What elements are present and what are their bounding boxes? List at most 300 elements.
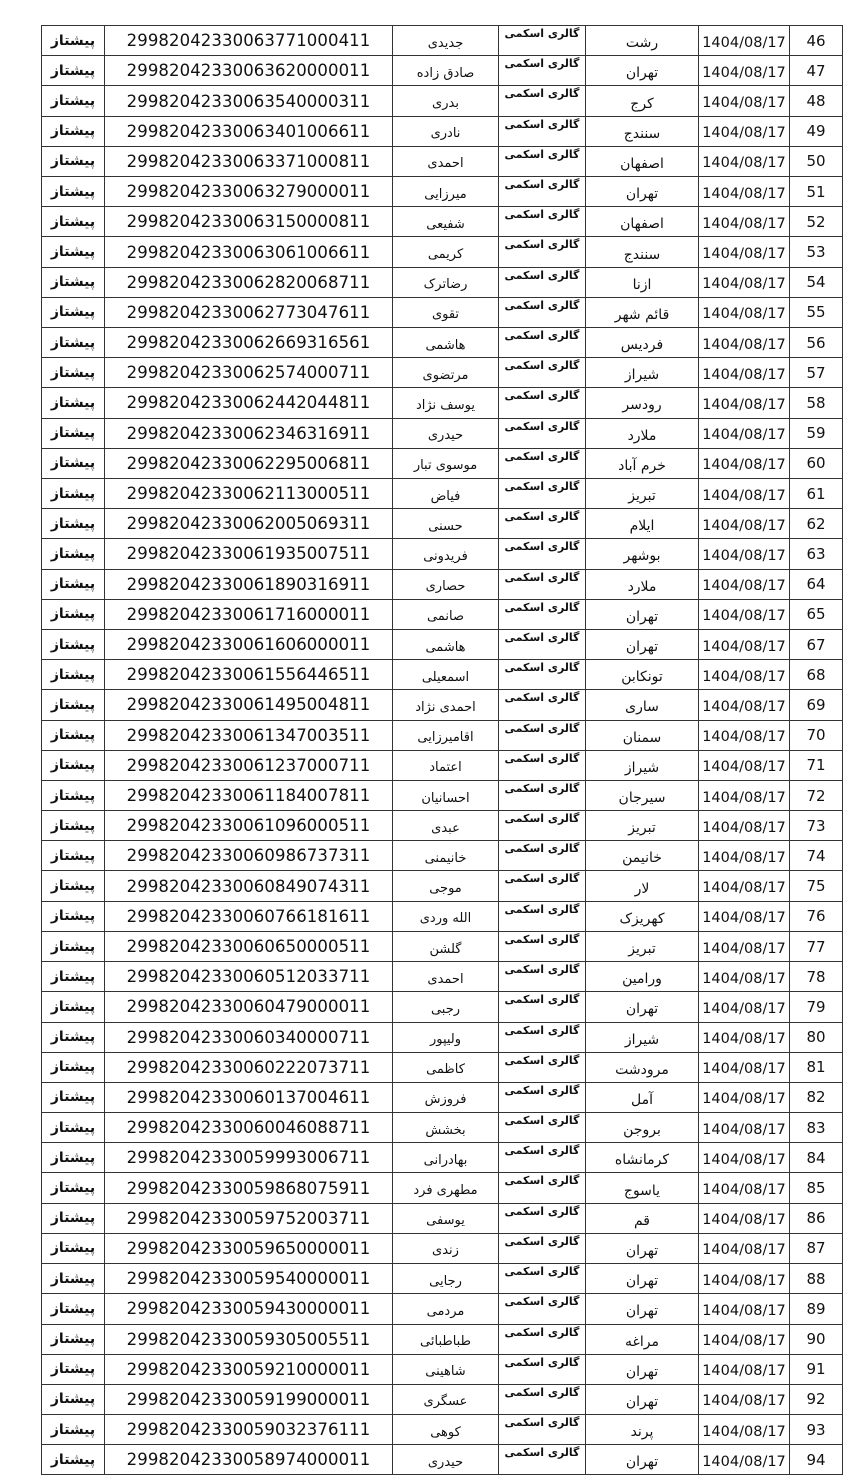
tracking-code-cell: 29982042330059650000011 [105, 1233, 393, 1263]
tracking-code-cell: 29982042330063771000411 [105, 26, 393, 56]
shipping-type-cell: پیشتاز [42, 1052, 105, 1082]
destination-city-cell: تبریز [586, 479, 699, 509]
shipping-type-cell: پیشتاز [42, 146, 105, 176]
table-row [42, 1324, 843, 1354]
sender-gallery-cell: گالری اسکمی [499, 992, 586, 1022]
sender-gallery-cell: گالری اسکمی [499, 26, 586, 56]
date-cell: 1404/08/17 [699, 388, 790, 418]
shipping-type-cell: پیشتاز [42, 962, 105, 992]
tracking-code-cell: 29982042330060650000511 [105, 931, 393, 961]
sender-gallery-cell: گالری اسکمی [499, 177, 586, 207]
sender-gallery-cell: گالری اسکمی [499, 720, 586, 750]
shipping-type-cell: پیشتاز [42, 1233, 105, 1263]
table-row [42, 177, 843, 207]
recipient-name-cell: خانیمنی [393, 841, 499, 871]
tracking-code-cell: 29982042330060766181611 [105, 901, 393, 931]
date-cell: 1404/08/17 [699, 479, 790, 509]
destination-city-cell: کرج [586, 86, 699, 116]
destination-city-cell: تهران [586, 177, 699, 207]
tracking-code-cell: 29982042330061606000011 [105, 629, 393, 659]
date-cell: 1404/08/17 [699, 509, 790, 539]
sender-gallery-cell: گالری اسکمی [499, 780, 586, 810]
shipping-type-cell: پیشتاز [42, 116, 105, 146]
recipient-name-cell: زندی [393, 1233, 499, 1263]
recipient-name-cell: رجایی [393, 1264, 499, 1294]
date-cell: 1404/08/17 [699, 569, 790, 599]
destination-city-cell: فردیس [586, 327, 699, 357]
row-number-cell: 65 [790, 599, 843, 629]
destination-city-cell: یاسوج [586, 1173, 699, 1203]
destination-city-cell: تونکابن [586, 660, 699, 690]
destination-city-cell: سمنان [586, 720, 699, 750]
tracking-code-cell: 29982042330060222073711 [105, 1052, 393, 1082]
row-number-cell: 52 [790, 207, 843, 237]
destination-city-cell: تهران [586, 992, 699, 1022]
date-cell: 1404/08/17 [699, 1113, 790, 1143]
table-row [42, 1414, 843, 1444]
sender-gallery-cell: گالری اسکمی [499, 1264, 586, 1294]
sender-gallery-cell: گالری اسکمی [499, 1203, 586, 1233]
shipping-type-cell: پیشتاز [42, 539, 105, 569]
tracking-code-cell: 29982042330062773047611 [105, 297, 393, 327]
row-number-cell: 94 [790, 1445, 843, 1475]
date-cell: 1404/08/17 [699, 1052, 790, 1082]
shipping-type-cell: پیشتاز [42, 1445, 105, 1475]
shipping-type-cell: پیشتاز [42, 358, 105, 388]
table-row [42, 327, 843, 357]
shipping-type-cell: پیشتاز [42, 931, 105, 961]
date-cell: 1404/08/17 [699, 26, 790, 56]
date-cell: 1404/08/17 [699, 690, 790, 720]
destination-city-cell: اصفهان [586, 146, 699, 176]
tracking-code-cell: 29982042330063150000811 [105, 207, 393, 237]
sender-gallery-cell: گالری اسکمی [499, 146, 586, 176]
recipient-name-cell: مطهری فرد [393, 1173, 499, 1203]
date-cell: 1404/08/17 [699, 418, 790, 448]
destination-city-cell: قم [586, 1203, 699, 1233]
table-row [42, 1354, 843, 1384]
tracking-code-cell: 29982042330059210000011 [105, 1354, 393, 1384]
sender-gallery-cell: گالری اسکمی [499, 479, 586, 509]
row-number-cell: 47 [790, 56, 843, 86]
destination-city-cell: بوشهر [586, 539, 699, 569]
destination-city-cell: تهران [586, 599, 699, 629]
row-number-cell: 71 [790, 750, 843, 780]
shipping-type-cell: پیشتاز [42, 901, 105, 931]
sender-gallery-cell: گالری اسکمی [499, 660, 586, 690]
sender-gallery-cell: گالری اسکمی [499, 569, 586, 599]
shipping-type-cell: پیشتاز [42, 1203, 105, 1233]
destination-city-cell: ازنا [586, 267, 699, 297]
shipping-type-cell: پیشتاز [42, 177, 105, 207]
shipping-type-cell: پیشتاز [42, 237, 105, 267]
table-row [42, 146, 843, 176]
date-cell: 1404/08/17 [699, 811, 790, 841]
recipient-name-cell: الله وردی [393, 901, 499, 931]
table-row [42, 720, 843, 750]
destination-city-cell: تبریز [586, 931, 699, 961]
tracking-code-cell: 29982042330061347003511 [105, 720, 393, 750]
recipient-name-cell: فیاض [393, 479, 499, 509]
row-number-cell: 92 [790, 1384, 843, 1414]
table-row [42, 992, 843, 1022]
table-row [42, 26, 843, 56]
destination-city-cell: تهران [586, 629, 699, 659]
tracking-code-cell: 29982042330059430000011 [105, 1294, 393, 1324]
tracking-code-cell: 29982042330060340000711 [105, 1022, 393, 1052]
date-cell: 1404/08/17 [699, 358, 790, 388]
table-row [42, 418, 843, 448]
shipping-type-cell: پیشتاز [42, 780, 105, 810]
table-row [42, 539, 843, 569]
table-row [42, 750, 843, 780]
recipient-name-cell: حصاری [393, 569, 499, 599]
date-cell: 1404/08/17 [699, 629, 790, 659]
tracking-code-cell: 29982042330060046088711 [105, 1113, 393, 1143]
tracking-code-cell: 29982042330062820068711 [105, 267, 393, 297]
row-number-cell: 70 [790, 720, 843, 750]
sender-gallery-cell: گالری اسکمی [499, 1294, 586, 1324]
row-number-cell: 88 [790, 1264, 843, 1294]
destination-city-cell: خانیمن [586, 841, 699, 871]
row-number-cell: 68 [790, 660, 843, 690]
tracking-code-cell: 29982042330059993006711 [105, 1143, 393, 1173]
date-cell: 1404/08/17 [699, 146, 790, 176]
recipient-name-cell: ولیپور [393, 1022, 499, 1052]
table-row [42, 1445, 843, 1475]
recipient-name-cell: احمدی نژاد [393, 690, 499, 720]
table-row [42, 811, 843, 841]
table-row [42, 1052, 843, 1082]
recipient-name-cell: هاشمی [393, 327, 499, 357]
destination-city-cell: سنندج [586, 237, 699, 267]
recipient-name-cell: بهادرانی [393, 1143, 499, 1173]
shipping-type-cell: پیشتاز [42, 1324, 105, 1354]
date-cell: 1404/08/17 [699, 327, 790, 357]
tracking-code-cell: 29982042330059199000011 [105, 1384, 393, 1414]
table-row [42, 901, 843, 931]
destination-city-cell: ملارد [586, 569, 699, 599]
recipient-name-cell: مرتضوی [393, 358, 499, 388]
sender-gallery-cell: گالری اسکمی [499, 1173, 586, 1203]
tracking-code-cell: 29982042330062669316561 [105, 327, 393, 357]
destination-city-cell: رودسر [586, 388, 699, 418]
recipient-name-cell: فریدونی [393, 539, 499, 569]
date-cell: 1404/08/17 [699, 1264, 790, 1294]
sender-gallery-cell: گالری اسکمی [499, 509, 586, 539]
table-row [42, 1143, 843, 1173]
shipping-type-cell: پیشتاز [42, 599, 105, 629]
tracking-code-cell: 29982042330062442044811 [105, 388, 393, 418]
recipient-name-cell: احسانیان [393, 780, 499, 810]
shipping-type-cell: پیشتاز [42, 1173, 105, 1203]
tracking-code-cell: 29982042330060137004611 [105, 1082, 393, 1112]
date-cell: 1404/08/17 [699, 871, 790, 901]
recipient-name-cell: حیدری [393, 1445, 499, 1475]
row-number-cell: 86 [790, 1203, 843, 1233]
shipping-type-cell: پیشتاز [42, 1294, 105, 1324]
sender-gallery-cell: گالری اسکمی [499, 690, 586, 720]
sender-gallery-cell: گالری اسکمی [499, 327, 586, 357]
row-number-cell: 76 [790, 901, 843, 931]
recipient-name-cell: میرزایی [393, 177, 499, 207]
recipient-name-cell: عبدی [393, 811, 499, 841]
sender-gallery-cell: گالری اسکمی [499, 1022, 586, 1052]
shipping-type-cell: پیشتاز [42, 56, 105, 86]
shipping-type-cell: پیشتاز [42, 388, 105, 418]
tracking-code-cell: 29982042330061716000011 [105, 599, 393, 629]
destination-city-cell: تهران [586, 1294, 699, 1324]
tracking-code-cell: 29982042330062346316911 [105, 418, 393, 448]
row-number-cell: 79 [790, 992, 843, 1022]
tracking-code-cell: 29982042330063401006611 [105, 116, 393, 146]
row-number-cell: 67 [790, 629, 843, 659]
date-cell: 1404/08/17 [699, 1384, 790, 1414]
tracking-code-cell: 29982042330058974000011 [105, 1445, 393, 1475]
row-number-cell: 49 [790, 116, 843, 146]
tracking-code-cell: 29982042330060479000011 [105, 992, 393, 1022]
destination-city-cell: کرمانشاه [586, 1143, 699, 1173]
table-row [42, 629, 843, 659]
sender-gallery-cell: گالری اسکمی [499, 56, 586, 86]
shipping-type-cell: پیشتاز [42, 418, 105, 448]
date-cell: 1404/08/17 [699, 86, 790, 116]
row-number-cell: 53 [790, 237, 843, 267]
date-cell: 1404/08/17 [699, 992, 790, 1022]
date-cell: 1404/08/17 [699, 297, 790, 327]
shipping-type-cell: پیشتاز [42, 26, 105, 56]
date-cell: 1404/08/17 [699, 1233, 790, 1263]
row-number-cell: 87 [790, 1233, 843, 1263]
table-row [42, 780, 843, 810]
destination-city-cell: خرم آباد [586, 448, 699, 478]
recipient-name-cell: بدری [393, 86, 499, 116]
row-number-cell: 77 [790, 931, 843, 961]
table-row [42, 207, 843, 237]
date-cell: 1404/08/17 [699, 780, 790, 810]
tracking-code-cell: 29982042330060986737311 [105, 841, 393, 871]
table-row [42, 448, 843, 478]
tracking-code-cell: 29982042330062574000711 [105, 358, 393, 388]
sender-gallery-cell: گالری اسکمی [499, 962, 586, 992]
destination-city-cell: تهران [586, 1264, 699, 1294]
table-row [42, 388, 843, 418]
shipping-type-cell: پیشتاز [42, 207, 105, 237]
date-cell: 1404/08/17 [699, 599, 790, 629]
row-number-cell: 55 [790, 297, 843, 327]
table-row [42, 962, 843, 992]
recipient-name-cell: کاظمی [393, 1052, 499, 1082]
sender-gallery-cell: گالری اسکمی [499, 1384, 586, 1414]
tracking-code-cell: 29982042330062113000511 [105, 479, 393, 509]
sender-gallery-cell: گالری اسکمی [499, 267, 586, 297]
date-cell: 1404/08/17 [699, 841, 790, 871]
sender-gallery-cell: گالری اسکمی [499, 871, 586, 901]
table-row [42, 931, 843, 961]
recipient-name-cell: جدیدی [393, 26, 499, 56]
shipping-type-cell: پیشتاز [42, 86, 105, 116]
tracking-code-cell: 29982042330063371000811 [105, 146, 393, 176]
date-cell: 1404/08/17 [699, 1414, 790, 1444]
tracking-code-cell: 29982042330061495004811 [105, 690, 393, 720]
shipping-type-cell: پیشتاز [42, 1384, 105, 1414]
row-number-cell: 51 [790, 177, 843, 207]
recipient-name-cell: گلشن [393, 931, 499, 961]
sender-gallery-cell: گالری اسکمی [499, 297, 586, 327]
destination-city-cell: لار [586, 871, 699, 901]
row-number-cell: 63 [790, 539, 843, 569]
sender-gallery-cell: گالری اسکمی [499, 539, 586, 569]
row-number-cell: 93 [790, 1414, 843, 1444]
table-row [42, 56, 843, 86]
sender-gallery-cell: گالری اسکمی [499, 599, 586, 629]
table-row [42, 86, 843, 116]
sender-gallery-cell: گالری اسکمی [499, 841, 586, 871]
row-number-cell: 90 [790, 1324, 843, 1354]
tracking-code-cell: 29982042330061184007811 [105, 780, 393, 810]
row-number-cell: 78 [790, 962, 843, 992]
tracking-code-cell: 29982042330060849074311 [105, 871, 393, 901]
recipient-name-cell: یوسف نژاد [393, 388, 499, 418]
shipping-type-cell: پیشتاز [42, 509, 105, 539]
destination-city-cell: ملارد [586, 418, 699, 448]
row-number-cell: 80 [790, 1022, 843, 1052]
shipping-type-cell: پیشتاز [42, 871, 105, 901]
date-cell: 1404/08/17 [699, 750, 790, 780]
shipment-table [41, 25, 843, 1475]
row-number-cell: 64 [790, 569, 843, 599]
table-row [42, 237, 843, 267]
destination-city-cell: سیرجان [586, 780, 699, 810]
table-row [42, 358, 843, 388]
shipping-type-cell: پیشتاز [42, 992, 105, 1022]
destination-city-cell: ساری [586, 690, 699, 720]
recipient-name-cell: طباطبائی [393, 1324, 499, 1354]
shipping-type-cell: پیشتاز [42, 1143, 105, 1173]
table-row [42, 841, 843, 871]
destination-city-cell: سنندج [586, 116, 699, 146]
date-cell: 1404/08/17 [699, 1294, 790, 1324]
row-number-cell: 74 [790, 841, 843, 871]
tracking-code-cell: 29982042330059305005511 [105, 1324, 393, 1354]
shipping-type-cell: پیشتاز [42, 750, 105, 780]
recipient-name-cell: هاشمی [393, 629, 499, 659]
shipping-type-cell: پیشتاز [42, 660, 105, 690]
destination-city-cell: تهران [586, 56, 699, 86]
tracking-code-cell: 29982042330059032376111 [105, 1414, 393, 1444]
sender-gallery-cell: گالری اسکمی [499, 629, 586, 659]
date-cell: 1404/08/17 [699, 1324, 790, 1354]
row-number-cell: 85 [790, 1173, 843, 1203]
table-row [42, 1082, 843, 1112]
row-number-cell: 84 [790, 1143, 843, 1173]
sender-gallery-cell: گالری اسکمی [499, 1354, 586, 1384]
table-row [42, 1233, 843, 1263]
row-number-cell: 50 [790, 146, 843, 176]
shipping-type-cell: پیشتاز [42, 569, 105, 599]
table-row [42, 116, 843, 146]
tracking-code-cell: 29982042330061096000511 [105, 811, 393, 841]
tracking-code-cell: 29982042330063540000311 [105, 86, 393, 116]
date-cell: 1404/08/17 [699, 962, 790, 992]
tracking-code-cell: 29982042330062005069311 [105, 509, 393, 539]
tracking-code-cell: 29982042330060512033711 [105, 962, 393, 992]
table-row [42, 297, 843, 327]
sender-gallery-cell: گالری اسکمی [499, 86, 586, 116]
row-number-cell: 61 [790, 479, 843, 509]
row-number-cell: 81 [790, 1052, 843, 1082]
row-number-cell: 69 [790, 690, 843, 720]
sender-gallery-cell: گالری اسکمی [499, 1324, 586, 1354]
shipping-type-cell: پیشتاز [42, 629, 105, 659]
sender-gallery-cell: گالری اسکمی [499, 116, 586, 146]
row-number-cell: 83 [790, 1113, 843, 1143]
shipping-type-cell: پیشتاز [42, 811, 105, 841]
date-cell: 1404/08/17 [699, 267, 790, 297]
sender-gallery-cell: گالری اسکمی [499, 418, 586, 448]
destination-city-cell: اصفهان [586, 207, 699, 237]
row-number-cell: 60 [790, 448, 843, 478]
table-row [42, 1294, 843, 1324]
date-cell: 1404/08/17 [699, 56, 790, 86]
destination-city-cell: شیراز [586, 358, 699, 388]
tracking-code-cell: 29982042330059868075911 [105, 1173, 393, 1203]
recipient-name-cell: احمدی [393, 146, 499, 176]
date-cell: 1404/08/17 [699, 1082, 790, 1112]
row-number-cell: 56 [790, 327, 843, 357]
shipping-type-cell: پیشتاز [42, 1113, 105, 1143]
table-row [42, 1384, 843, 1414]
destination-city-cell: تهران [586, 1384, 699, 1414]
table-row [42, 690, 843, 720]
recipient-name-cell: بخشش [393, 1113, 499, 1143]
shipping-type-cell: پیشتاز [42, 1022, 105, 1052]
row-number-cell: 57 [790, 358, 843, 388]
tracking-code-cell: 29982042330061935007511 [105, 539, 393, 569]
date-cell: 1404/08/17 [699, 116, 790, 146]
destination-city-cell: پرند [586, 1414, 699, 1444]
shipping-type-cell: پیشتاز [42, 297, 105, 327]
table-row [42, 509, 843, 539]
recipient-name-cell: تقوی [393, 297, 499, 327]
date-cell: 1404/08/17 [699, 1354, 790, 1384]
sender-gallery-cell: گالری اسکمی [499, 901, 586, 931]
recipient-name-cell: یوسفی [393, 1203, 499, 1233]
recipient-name-cell: مردمی [393, 1294, 499, 1324]
date-cell: 1404/08/17 [699, 931, 790, 961]
sender-gallery-cell: گالری اسکمی [499, 1414, 586, 1444]
date-cell: 1404/08/17 [699, 1022, 790, 1052]
table-row [42, 1203, 843, 1233]
destination-city-cell: تبریز [586, 811, 699, 841]
date-cell: 1404/08/17 [699, 901, 790, 931]
destination-city-cell: مرودشت [586, 1052, 699, 1082]
tracking-code-cell: 29982042330062295006811 [105, 448, 393, 478]
recipient-name-cell: کریمی [393, 237, 499, 267]
shipping-type-cell: پیشتاز [42, 841, 105, 871]
sender-gallery-cell: گالری اسکمی [499, 1143, 586, 1173]
date-cell: 1404/08/17 [699, 448, 790, 478]
date-cell: 1404/08/17 [699, 1143, 790, 1173]
date-cell: 1404/08/17 [699, 1445, 790, 1475]
recipient-name-cell: رضاترک [393, 267, 499, 297]
shipping-type-cell: پیشتاز [42, 479, 105, 509]
tracking-code-cell: 29982042330059752003711 [105, 1203, 393, 1233]
sender-gallery-cell: گالری اسکمی [499, 1082, 586, 1112]
date-cell: 1404/08/17 [699, 237, 790, 267]
row-number-cell: 73 [790, 811, 843, 841]
tracking-code-cell: 29982042330059540000011 [105, 1264, 393, 1294]
